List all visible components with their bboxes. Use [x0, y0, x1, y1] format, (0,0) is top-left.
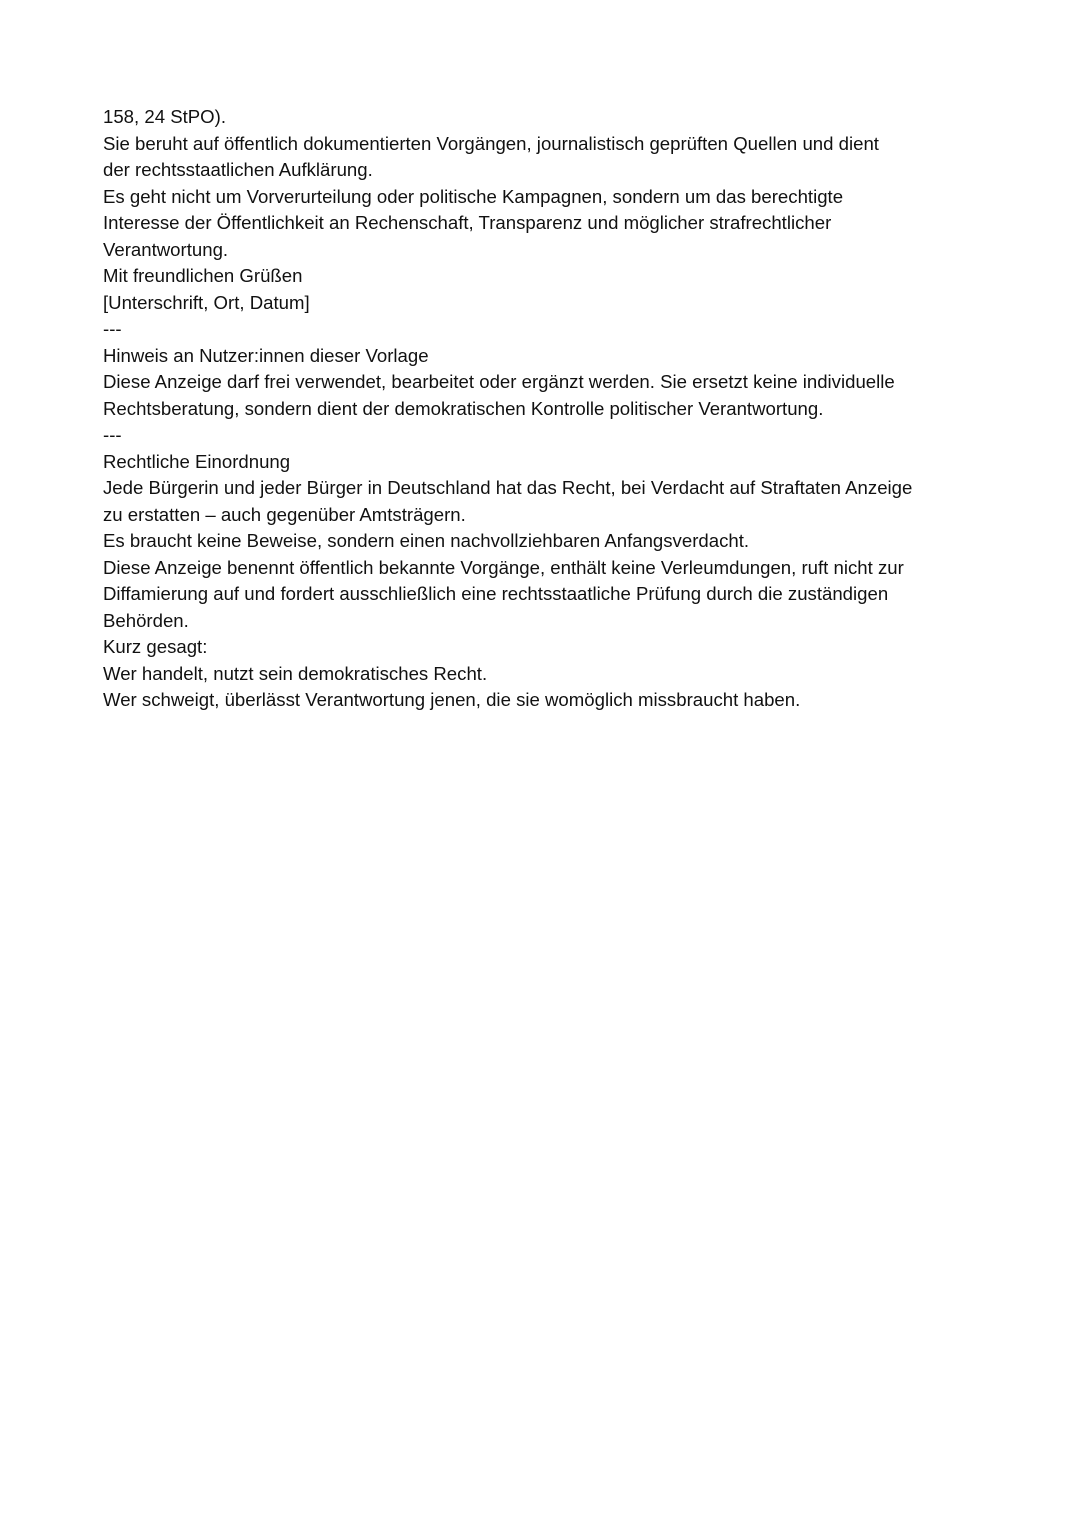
- section-heading: Hinweis an Nutzer:innen dieser Vorlage: [103, 344, 429, 366]
- text-line: Wer schweigt, überlässt Verantwortung jenen, die sie womöglich missbraucht haben.: [103, 689, 801, 710]
- text-line: Diese Anzeige benennt öffentlich bekannte Vorgänge, enthält keine Verleumdungen, ruft nicht zur: [103, 556, 904, 578]
- text-line: Sie beruht auf öffentlich dokumentierten Vorgängen, journalistisch geprüften Quellen und dient: [103, 132, 879, 154]
- closing-greeting: Mit freundlichen Grüßen: [103, 265, 303, 286]
- text-line: Diffamierung auf und fordert ausschließlich eine rechtsstaatliche Prüfung durch die zuständigen: [103, 583, 889, 604]
- section-heading: Rechtliche Einordnung: [103, 450, 291, 472]
- text-line: 158, 24 StPO).: [103, 106, 226, 127]
- text-line: Jede Bürgerin und jeder Bürger in Deutschland hat das Recht, bei Verdacht auf Straftaten Anzeige: [103, 477, 913, 498]
- signature-placeholder: [Unterschrift, Ort, Datum]: [103, 291, 310, 313]
- text-line: Verantwortung.: [103, 238, 229, 260]
- separator: ---: [103, 318, 122, 339]
- separator: ---: [103, 424, 122, 445]
- text-line: zu erstatten – auch gegenüber Amtsträgern.: [103, 503, 466, 525]
- text-line: Interesse der Öffentlichkeit an Rechenschaft, Transparenz und möglicher strafrechtlicher: [103, 212, 832, 233]
- document-body: [103, 104, 983, 714]
- text-line: Es geht nicht um Vorverurteilung oder politische Kampagnen, sondern um das berechtigte: [103, 185, 844, 207]
- text-line: Rechtsberatung, sondern dient der demokratischen Kontrolle politischer Verantwortung.: [103, 397, 824, 419]
- text-line: Es braucht keine Beweise, sondern einen nachvollziehbaren Anfangsverdacht.: [103, 530, 750, 551]
- text-line: Wer handelt, nutzt sein demokratisches Recht.: [103, 662, 488, 684]
- text-line: Behörden.: [103, 609, 189, 631]
- summary-heading: Kurz gesagt:: [103, 636, 208, 657]
- text-line: der rechtsstaatlichen Aufklärung.: [103, 159, 373, 180]
- text-line: Diese Anzeige darf frei verwendet, bearbeitet oder ergänzt werden. Sie ersetzt keine individuelle: [103, 371, 895, 392]
